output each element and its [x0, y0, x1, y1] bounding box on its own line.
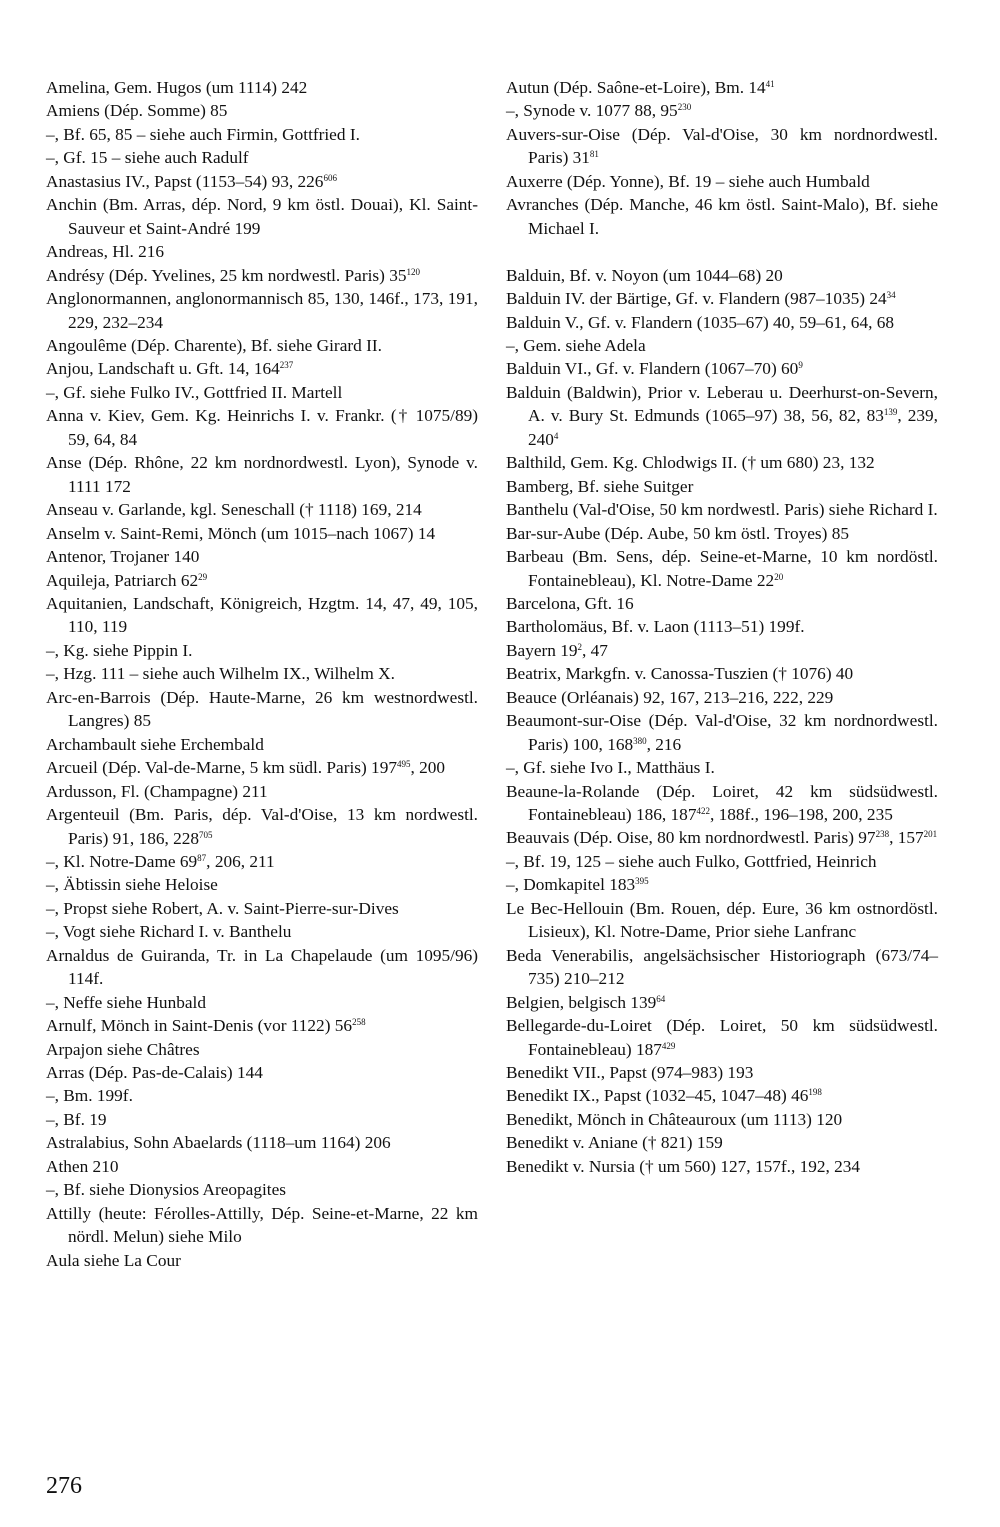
entry-text: , 206, 211 [206, 851, 275, 871]
entry-text: Bar-sur-Aube (Dép. Aube, 50 km östl. Troyes) 85 [506, 523, 849, 543]
entry-text: –, Kl. Notre-Dame 69 [46, 851, 198, 871]
entry-text: Aquileja, Patriarch 62 [46, 570, 199, 590]
entry-text: Anastasius IV., Papst (1153–54) 93, 226 [46, 171, 324, 191]
index-entry [46, 99, 478, 122]
entry-text: Barbeau (Bm. Sens, dép. Seine-et-Marne, 10 km nordöstl. Fontainebleau), Kl. Notre-Dame 22 [506, 547, 938, 590]
entry-text: Athen 210 [46, 1156, 119, 1176]
entry-text: –, Vogt siehe Richard I. v. Banthelu [46, 922, 292, 942]
entry-text: –, Bm. 199f. [46, 1086, 133, 1106]
index-entry [506, 944, 938, 991]
footnote-number: 380 [633, 735, 647, 746]
index-column-right [506, 76, 938, 1178]
entry-text: Arcueil (Dép. Val-de-Marne, 5 km südl. Paris) 197 [46, 758, 397, 778]
entry-text: –, Synode v. 1077 88, 95 [506, 101, 678, 121]
index-entry [506, 123, 938, 170]
entry-text: Bellegarde-du-Loiret (Dép. Loiret, 50 km südsüdwestl. Fontainebleau) 187 [506, 1016, 938, 1059]
index-column-left [46, 76, 478, 1272]
entry-text: , 47 [582, 640, 608, 660]
index-entry [46, 592, 478, 639]
entry-text: Archambault siehe Erchembald [46, 734, 264, 754]
entry-text: Anse (Dép. Rhône, 22 km nordnordwestl. Lyon), Synode v. 1111 172 [46, 453, 478, 496]
entry-text: Autun (Dép. Saône-et-Loire), Bm. 14 [506, 78, 766, 97]
footnote-number: 81 [589, 149, 599, 160]
footnote-number: 422 [696, 806, 710, 817]
footnote-number: 429 [661, 1040, 676, 1051]
index-entry [506, 639, 938, 662]
entry-text: Andreas, Hl. 216 [46, 242, 165, 262]
entry-text: Balthild, Gem. Kg. Chlodwigs II. († um 680) 23, 132 [506, 453, 875, 473]
entry-text: Angoulême (Dép. Charente), Bf. siehe Girard II. [46, 335, 382, 355]
index-entry [46, 123, 478, 146]
index-entry [506, 170, 938, 193]
index-entry [506, 780, 938, 827]
footnote-number: 64 [656, 993, 666, 1004]
footnote-number: 198 [808, 1087, 822, 1098]
footnote-number: 258 [352, 1017, 366, 1028]
entry-text: , 200 [410, 758, 446, 778]
entry-text: Anjou, Landschaft u. Gft. 14, 164 [46, 359, 280, 379]
footnote-number: 230 [677, 102, 692, 113]
footnote-number: 139 [883, 407, 898, 418]
entry-text: Belgien, belgisch 139 [506, 992, 657, 1012]
entry-text: Avranches (Dép. Manche, 46 km östl. Saint-Malo), Bf. siehe Michael I. [506, 195, 938, 238]
entry-text: –, Bf. 19 [46, 1109, 107, 1129]
entry-text: Anglonormannen, anglonormannisch 85, 130, 146f., 173, 191, 229, 232–234 [46, 289, 478, 332]
index-entry [46, 522, 478, 545]
index-entry [46, 756, 478, 779]
entry-text: Arpajon siehe Châtres [46, 1039, 200, 1059]
entry-text: Benedikt IX., Papst (1032–45, 1047–48) 46 [506, 1086, 809, 1106]
index-entry [46, 1084, 478, 1107]
index-entry [46, 404, 478, 451]
index-entry [46, 1038, 478, 1061]
index-entry [506, 991, 938, 1014]
entry-text: Attilly (heute: Férolles-Attilly, Dép. Seine-et-Marne, 22 km nördl. Melun) siehe Milo [46, 1203, 478, 1247]
entry-text: Le Bec-Hellouin (Bm. Rouen, dép. Eure, 36 km ostnordöstl. Lisieux), Kl. Notre-Dame, Prior siehe Lanfranc [506, 898, 938, 942]
entry-text: Beatrix, Markgfn. v. Canossa-Tuszien († 1076) 40 [506, 664, 854, 684]
entry-text: Beda Venerabilis, angelsächsischer Historiograph (673/74–735) 210–212 [506, 945, 938, 989]
entry-text: Banthelu (Val-d'Oise, 50 km nordwestl. Paris) siehe Richard I. [506, 500, 938, 520]
index-entry [506, 615, 938, 638]
footnote-number: 29 [198, 571, 208, 582]
index-entry [46, 287, 478, 334]
entry-text: Arras (Dép. Pas-de-Calais) 144 [46, 1063, 263, 1083]
entry-text: Arnaldus de Guiranda, Tr. in La Chapelaude (um 1095/96) 114f. [46, 945, 478, 989]
entry-text: Balduin, Bf. v. Noyon (um 1044–68) 20 [506, 265, 783, 285]
index-entry [506, 264, 938, 287]
footnote-number: 4 [553, 430, 559, 441]
entry-text: Amelina, Gem. Hugos (um 1114) 242 [46, 78, 308, 97]
index-entry [506, 1084, 938, 1107]
index-entry [506, 311, 938, 334]
index-entry [46, 803, 478, 850]
index-entry [506, 709, 938, 756]
footnote-number: 34 [886, 290, 896, 301]
entry-text: Arc-en-Barrois (Dép. Haute-Marne, 26 km westnordwestl. Langres) 85 [46, 687, 478, 731]
index-entry [506, 826, 938, 849]
entry-text: –, Gf. 15 – siehe auch Radulf [46, 148, 249, 168]
entry-text: Aquitanien, Landschaft, Königreich, Hzgtm. 14, 47, 49, 105, 110, 119 [46, 593, 478, 637]
footnote-number: 237 [279, 360, 294, 371]
index-entry [46, 1202, 478, 1249]
index-entry [506, 756, 938, 779]
entry-text: –, Propst siehe Robert, A. v. Saint-Pierre-sur-Dives [46, 898, 399, 918]
index-entry [46, 780, 478, 803]
index-entry [46, 1249, 478, 1272]
index-entry [46, 944, 478, 991]
entry-text: Benedikt v. Nursia († um 560) 127, 157f., 192, 234 [506, 1156, 861, 1176]
entry-text: –, Domkapitel 183 [506, 875, 636, 895]
entry-text: –, Gf. siehe Fulko IV., Gottfried II. Martell [46, 382, 343, 402]
entry-text: Balduin VI., Gf. v. Flandern (1067–70) 60 [506, 359, 799, 379]
entry-text: –, Bf. siehe Dionysios Areopagites [46, 1180, 286, 1200]
entry-text: Antenor, Trojaner 140 [46, 547, 200, 567]
index-entry [46, 193, 478, 240]
index-entry [506, 662, 938, 685]
entry-text: –, Hzg. 111 – siehe auch Wilhelm IX., Wilhelm X. [46, 664, 395, 684]
footnote-number: 87 [197, 852, 207, 863]
entry-text: Bamberg, Bf. siehe Suitger [506, 476, 694, 496]
index-entry [46, 451, 478, 498]
entry-text: Andrésy (Dép. Yvelines, 25 km nordwestl. Paris) 35 [46, 265, 407, 285]
index-entry [46, 170, 478, 193]
entry-text: Astralabius, Sohn Abaelards (1118–um 1164) 206 [46, 1133, 391, 1153]
index-entry [46, 639, 478, 662]
index-entry [506, 1155, 938, 1178]
entry-text: Arnulf, Mönch in Saint-Denis (vor 1122) 56 [46, 1016, 353, 1036]
index-entry [46, 498, 478, 521]
index-entry [46, 240, 478, 263]
entry-text: , 239, 240 [528, 406, 938, 449]
footnote-number: 20 [774, 571, 784, 582]
entry-text: –, Kg. siehe Pippin I. [46, 640, 193, 660]
footnote-number: 606 [323, 172, 337, 183]
index-entry [46, 920, 478, 943]
footnote-number: 41 [765, 79, 775, 89]
entry-text: Amiens (Dép. Somme) 85 [46, 101, 228, 121]
index-entry [506, 686, 938, 709]
entry-text: Benedikt VII., Papst (974–983) 193 [506, 1063, 754, 1083]
index-entry [46, 850, 478, 873]
index-entry [506, 475, 938, 498]
footnote-number: 201 [923, 829, 938, 840]
index-entry [46, 357, 478, 380]
index-entry [46, 264, 478, 287]
index-entry [506, 1061, 938, 1084]
index-entry [506, 76, 938, 99]
index-entry [506, 193, 938, 240]
entry-text: Benedikt v. Aniane († 821) 159 [506, 1133, 723, 1153]
index-entry [46, 146, 478, 169]
index-entry [46, 76, 478, 99]
entry-text: Auvers-sur-Oise (Dép. Val-d'Oise, 30 km nordnordwestl. Paris) 31 [506, 124, 938, 168]
entry-text: Balduin V., Gf. v. Flandern (1035–67) 40, 59–61, 64, 68 [506, 312, 895, 332]
entry-text: Balduin IV. der Bärtige, Gf. v. Flandern (987–1035) 24 [506, 289, 887, 309]
entry-text: Bartholomäus, Bf. v. Laon (1113–51) 199f. [506, 617, 805, 637]
entry-text: Aula siehe La Cour [46, 1250, 181, 1270]
index-entry [46, 1178, 478, 1201]
index-entry [46, 1014, 478, 1037]
footnote-number: 9 [798, 360, 803, 371]
entry-text: Anselm v. Saint-Remi, Mönch (um 1015–nach 1067) 14 [46, 523, 436, 543]
entry-text: , 216 [646, 734, 682, 754]
entry-text: , 157 [889, 828, 924, 848]
entry-text: Bayern 19 [506, 640, 578, 660]
entry-text: Argenteuil (Bm. Paris, dép. Val-d'Oise, 13 km nordwestl. Paris) 91, 186, 228 [46, 805, 478, 848]
index-entry [506, 522, 938, 545]
index-entry [46, 873, 478, 896]
index-entry [506, 381, 938, 451]
entry-text: –, Gf. siehe Ivo I., Matthäus I. [506, 758, 715, 778]
index-entry [46, 733, 478, 756]
index-entry [506, 850, 938, 873]
entry-text: Beauvais (Dép. Oise, 80 km nordnordwestl. Paris) 97 [506, 828, 876, 848]
entry-text: Anseau v. Garlande, kgl. Seneschall († 1118) 169, 214 [46, 500, 422, 520]
index-entry [46, 662, 478, 685]
entry-text: Benedikt, Mönch in Châteauroux (um 1113) 120 [506, 1109, 843, 1129]
index-entry [506, 357, 938, 380]
footnote-number: 705 [199, 829, 213, 840]
index-entry [46, 569, 478, 592]
index-entry [46, 545, 478, 568]
page-number: 276 [46, 1473, 82, 1499]
entry-text: Beaune-la-Rolande (Dép. Loiret, 42 km südsüdwestl. Fontainebleau) 186, 187 [506, 781, 938, 825]
index-entry [506, 1014, 938, 1061]
index-entry [46, 1131, 478, 1154]
entry-text: –, Bf. 65, 85 – siehe auch Firmin, Gottfried I. [46, 124, 360, 144]
entry-text: Anchin (Bm. Arras, dép. Nord, 9 km östl. Douai), Kl. Saint-Sauveur et Saint-André 199 [46, 195, 478, 238]
entry-text: , 188f., 196–198, 200, 235 [709, 805, 893, 825]
entry-text: –, Äbtissin siehe Heloise [46, 875, 218, 895]
footnote-number: 238 [875, 829, 890, 840]
footnote-number: 2 [577, 641, 583, 652]
index-entry [506, 1108, 938, 1131]
entry-text: Beaumont-sur-Oise (Dép. Val-d'Oise, 32 km nordnordwestl. Paris) 100, 168 [506, 711, 938, 754]
index-entry [46, 686, 478, 733]
entry-text: –, Neffe siehe Hunbald [46, 992, 206, 1012]
index-entry [506, 99, 938, 122]
footnote-number: 395 [635, 876, 649, 887]
index-entry [46, 1061, 478, 1084]
entry-text: Auxerre (Dép. Yonne), Bf. 19 – siehe auch Humbald [506, 171, 870, 191]
index-entry [46, 1108, 478, 1131]
entry-text: Beauce (Orléanais) 92, 167, 213–216, 222, 229 [506, 687, 834, 707]
index-entry [506, 287, 938, 310]
index-entry [506, 897, 938, 944]
index-entry [506, 451, 938, 474]
entry-text: Anna v. Kiev, Gem. Kg. Heinrichs I. v. Frankr. († 1075/89) 59, 64, 84 [46, 406, 478, 449]
entry-text: Balduin (Baldwin), Prior v. Leberau u. Deerhurst-on-Severn, A. v. Bury St. Edmunds (1065–97) 38, 56, 82, 83 [506, 382, 938, 426]
index-entry [46, 1155, 478, 1178]
footnote-number: 495 [396, 759, 411, 770]
index-entry [46, 897, 478, 920]
index-entry [506, 592, 938, 615]
index-entry [46, 334, 478, 357]
index-entry [506, 498, 938, 521]
index-entry [506, 873, 938, 896]
index-entry [506, 545, 938, 592]
index-entry [46, 381, 478, 404]
index-entry [506, 1131, 938, 1154]
index-entry [506, 334, 938, 357]
entry-text: Ardusson, Fl. (Champagne) 211 [46, 781, 268, 801]
entry-text: Barcelona, Gft. 16 [506, 593, 634, 613]
entry-text: –, Bf. 19, 125 – siehe auch Fulko, Gottfried, Heinrich [506, 851, 877, 871]
footnote-number: 120 [406, 266, 420, 277]
index-entry [46, 991, 478, 1014]
entry-text: –, Gem. siehe Adela [506, 335, 646, 355]
